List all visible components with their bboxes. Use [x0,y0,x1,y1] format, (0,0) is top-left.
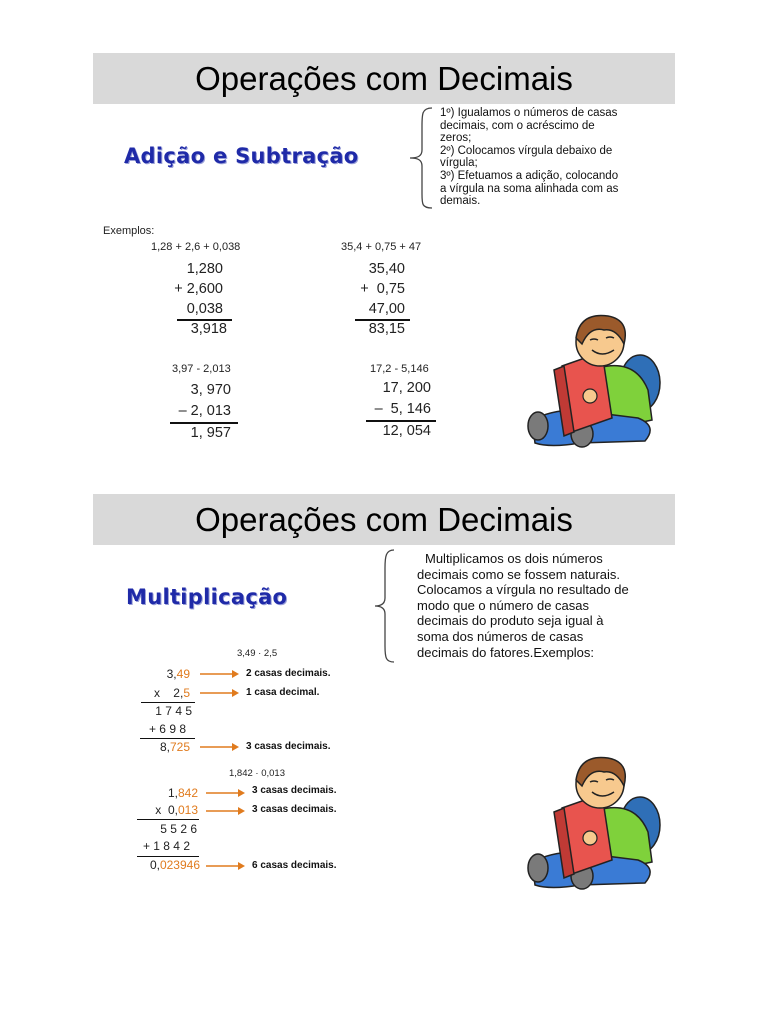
addition-steps [440,107,618,208]
factor-1: 1,842 [167,786,198,800]
example-expression: 35,4 + 0,75 + 47 [341,241,422,253]
factor-1: 3,49 [166,667,190,681]
example-expression: 1,842 · 0,013 [229,768,285,779]
addend-1: 35,40 [368,261,405,277]
explanation-line: Multiplicamos os dois números [425,551,603,566]
minuend: 3, 970 [190,382,231,398]
step-line: a vírgula na soma alinhada com as [440,182,619,195]
arrow-right-icon [200,688,240,698]
step-line: 2º) Colocamos vírgula debaixo de [440,144,613,157]
brace-icon [404,106,434,210]
explanation-line: soma dos números de casas [417,628,584,644]
factor-2: x 0,013 [155,803,198,817]
sum-result: 83,15 [368,321,405,337]
partial-product: 5 5 2 6 [160,822,197,836]
arrow-right-icon [200,669,240,679]
difference-result: 12, 054 [382,423,431,439]
example-expression: 17,2 - 5,146 [370,363,429,375]
addend-2: + 0,75 [360,281,405,297]
decimal-places-note: 3 casas decimais. [252,804,337,815]
sum-result: 3,918 [190,321,227,337]
decimal-places-note: 3 casas decimais. [246,741,331,752]
boy-reading-icon [520,308,670,458]
product-result: 0,023946 [149,858,200,872]
minuend: 17, 200 [382,380,431,396]
arrow-right-icon [206,788,246,798]
partial-product: + 6 9 8 [148,722,186,736]
step-line: vírgula; [440,157,478,170]
step-line: decimais, com o acréscimo de [440,119,595,132]
boy-reading-icon [520,750,670,900]
brace-icon [372,548,396,664]
explanation-line: modo que o número de casas [417,597,589,613]
product-line [140,738,195,739]
multiplication-explanation [417,551,629,660]
example-expression: 3,97 - 2,013 [172,363,231,375]
subtrahend: – 5, 146 [374,401,431,417]
step-line: zeros; [440,132,472,145]
heading-multiplication: Multiplicação [126,585,288,609]
product-line [137,856,199,857]
partial-product: 1 7 4 5 [155,704,192,718]
step-line: 3º) Efetuamos a adição, colocando [440,169,619,182]
example-expression: 3,49 · 2,5 [237,648,278,659]
examples-label: Exemplos: [103,225,155,237]
explanation-line: decimais do fatores.Exemplos: [417,644,595,660]
addend-3: 0,038 [186,301,223,317]
difference-result: 1, 957 [190,425,231,441]
product-line [141,702,195,703]
addend-2: + 2,600 [174,281,223,297]
difference-line [170,422,238,424]
explanation-line: decimais como se fossem naturais. [417,566,621,582]
decimal-places-note: 6 casas decimais. [252,860,337,871]
explanation-line: Colocamos a vírgula no resultado de [417,582,629,598]
heading-addition-subtraction: Adição e Subtração [124,144,359,168]
difference-line [366,420,436,422]
explanation-line: decimais do produto seja igual à [417,613,604,629]
example-expression: 1,28 + 2,6 + 0,038 [151,241,241,253]
factor-2: x 2,5 [153,686,190,700]
step-line: demais. [440,195,481,208]
addend-3: 47,00 [368,301,405,317]
page-title-addition: Operações com Decimais [93,53,675,104]
arrow-right-icon [206,806,246,816]
arrow-right-icon [200,742,240,752]
product-line [137,819,199,820]
partial-product: + 1 8 4 2 [142,839,190,853]
decimal-places-note: 3 casas decimais. [252,785,337,796]
arrow-right-icon [206,861,246,871]
addend-1: 1,280 [186,261,223,277]
page-title-multiplication: Operações com Decimais [93,494,675,545]
decimal-places-note: 2 casas decimais. [246,668,331,679]
decimal-places-note: 1 casa decimal. [246,687,320,698]
step-line: 1º) Igualamos o números de casas [440,107,618,119]
product-result: 8,725 [159,740,190,754]
subtrahend: – 2, 013 [178,403,231,419]
